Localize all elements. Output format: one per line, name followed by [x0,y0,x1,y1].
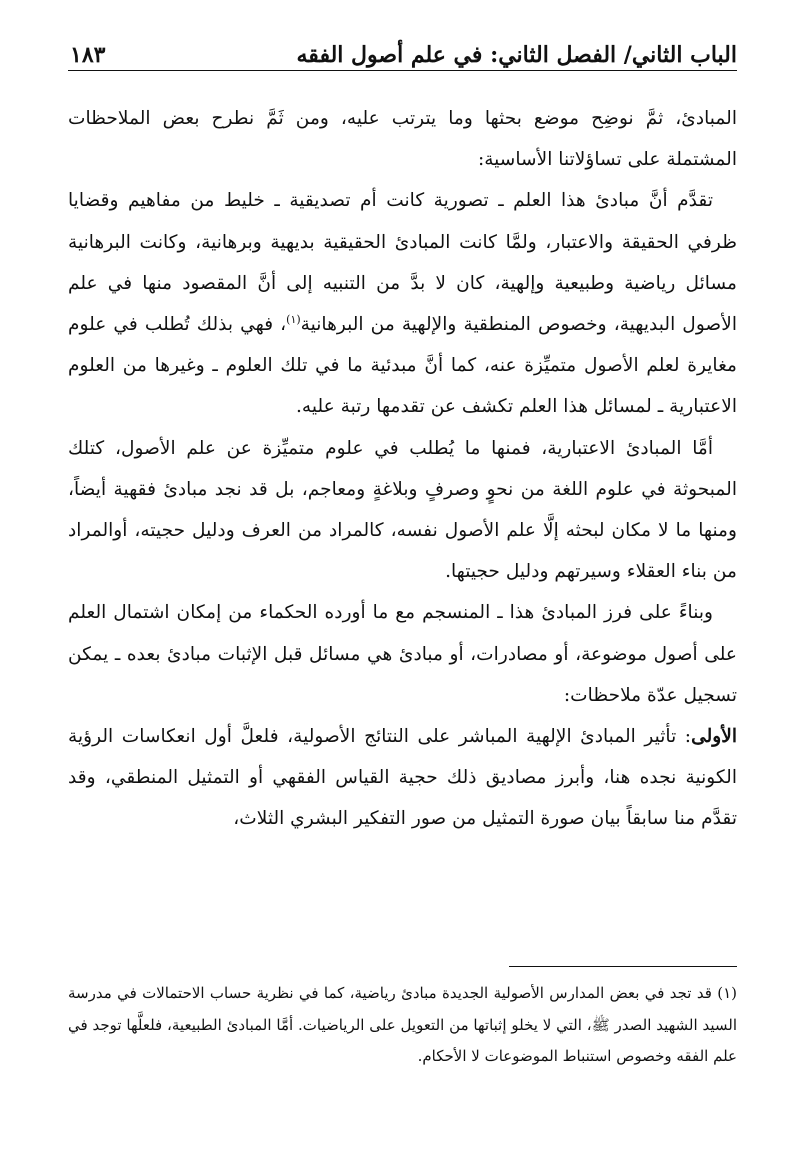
footnote-1: (١) قد تجد في بعض المدارس الأصولية الجديدة مبادئ رياضية، كما في نظرية حساب الاحتمالات في مدرسة السيد الشهيد الصدر ﷺ، التي لا يخلو إثباتها من التعويل على الرياضيات. أمَّا المبادئ الطبيعية، فلعلَّها توجد في علم الفقه وخصوص استنباط الموضوعات لا الأحكام. [68,984,738,1066]
paragraph-2-part-b: ، فهي بذلك تُطلب في علوم مغايرة لعلم الأصول متميِّزة عنه، كما أنَّ مبدئية ما في تلك العلوم ـ وغيرها من العلوم الاعتبارية ـ لمسائل هذا العلم تكشف عن تقدمها رتبة عليه. [68,314,737,418]
paragraph-2-part-a: تقدَّم أنَّ مبادئ هذا العلم ـ تصورية كانت أم تصديقية ـ خليط من مفاهيم وقضايا ظرفي الحقيقة والاعتبار، ولمَّا كانت المبادئ الحقيقية بديهية وبرهانية، وكانت البرهانية مسائل رياضية وطبيعية وإلهية، كان لا بدَّ من التنبيه إلى أنَّ المقصود منها في علم الأصول البديهية، وخصوص المنطقية والإلهية من البرهانية [68,190,737,336]
paragraph-4: وبناءً على فرز المبادئ هذا ـ المنسجم مع ما أورده الحكماء من إمكان اشتمال العلم على أصول موضوعة، أو مصادرات، أو مبادئ هي مسائل قبل الإثبات مبادئ بعده ـ يمكن تسجيل عدّة ملاحظات: [68,602,737,706]
page-number: ١٨٣ [70,42,106,68]
paragraph-5-lead: الأولى [691,726,737,748]
paragraph-3: أمَّا المبادئ الاعتبارية، فمنها ما يُطلب في علوم متميِّزة عن علم الأصول، كتلك المبحوثة في علوم اللغة من نحوٍ وصرفٍ وبلاغةٍ ومعاجم، بل قد نجد مبادئ فقهية أيضاً، ومنها ما لا مكان لبحثه إلَّا علم الأصول نفسه، كالمراد من العرف ودليل حجيته، أوالمراد من بناء العقلاء وسيرتهم ودليل حجيتها. [68,437,737,583]
paragraph-2 [68,180,737,427]
main-text [68,98,737,840]
paragraph-5-text: : تأثير المبادئ الإلهية المباشر على النتائج الأصولية، فلعلَّ أول انعكاسات الرؤية الكونية نجده هنا، وأبرز مصاديق ذلك حجية القياس الفقهي أو التمثيل المنطقي، وقد تقدَّم منا سابقاً بيان صورة التمثيل من صور التفكير البشري الثلاث، [68,726,737,830]
running-title: الباب الثاني/ الفصل الثاني: في علم أصول الفقه [296,42,737,68]
header-divider [68,70,737,71]
page-header [70,28,737,68]
footnote-ref-1[interactable]: (١) [286,312,301,326]
footnotes [68,978,737,1073]
paragraph-1: المبادئ، ثمَّ نوضِح موضع بحثها وما يترتب عليه، ومن ثَمَّ نطرح بعض الملاحظات المشتملة على تساؤلاتنا الأساسية: [68,108,737,171]
paragraph-5 [68,716,737,840]
footnote-divider [509,966,737,967]
